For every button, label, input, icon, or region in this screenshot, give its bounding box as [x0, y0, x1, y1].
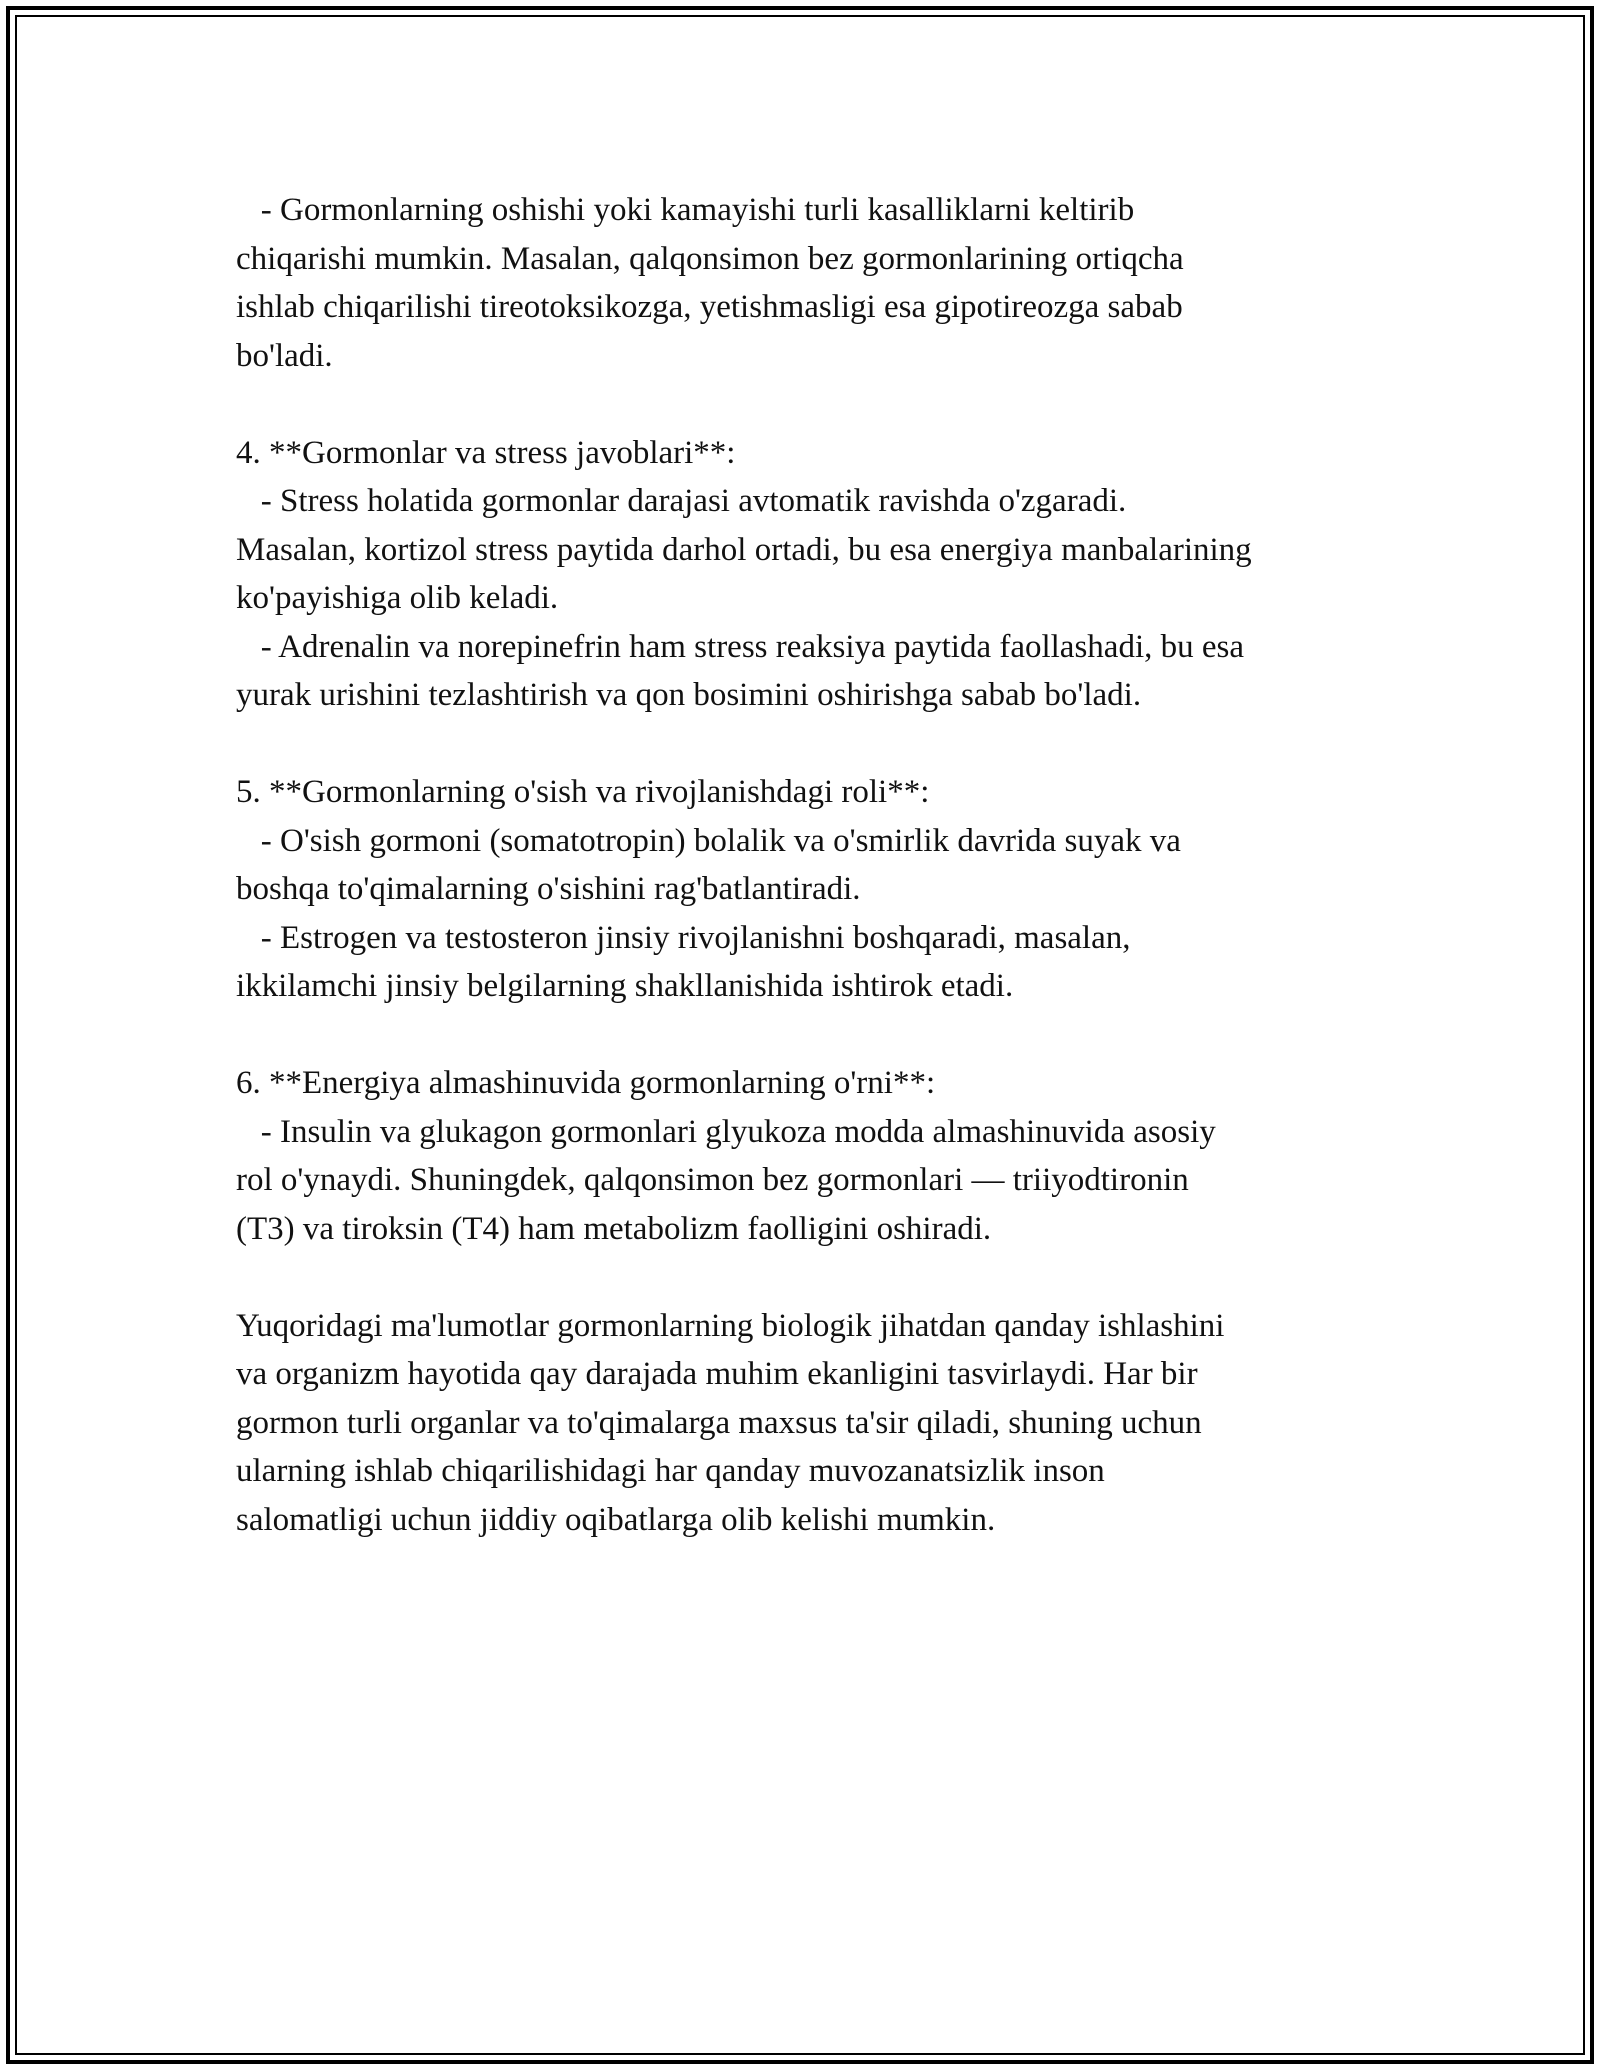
- paragraph-gap: [236, 1011, 1386, 1060]
- text-line: - Estrogen va testosteron jinsiy rivojlanishni boshqaradi, masalan,: [236, 919, 1131, 956]
- document-body: [236, 186, 1386, 1544]
- text-line: boshqa to'qimalarning o'sishini rag'batlantiradi.: [236, 871, 861, 907]
- section-heading: 6. **Energiya almashinuvida gormonlarning o'rni**:: [236, 1065, 936, 1101]
- text-line: - Gormonlarning oshishi yoki kamayishi turli kasalliklarni keltirib: [236, 192, 1135, 228]
- text-line: ishlab chiqarilishi tireotoksikozga, yetishmasligi esa gipotireozga sabab: [236, 289, 1183, 325]
- text-line: va organizm hayotida qay darajada muhim ekanligini tasvirlaydi. Har bir: [236, 1356, 1198, 1392]
- text-line: bo'ladi.: [236, 337, 333, 374]
- paragraph-gap: [236, 380, 1386, 429]
- text-line: salomatligi uchun jiddiy oqibatlarga olib kelishi mumkin.: [236, 1501, 996, 1538]
- text-line: - Insulin va glukagon gormonlari glyukoza modda almashinuvida asosiy: [236, 1113, 1216, 1150]
- text-line: ikkilamchi jinsiy belgilarning shakllanishida ishtirok etadi.: [236, 968, 1014, 1004]
- text-line: rol o'ynaydi. Shuningdek, qalqonsimon bez gormonlari — triiyodtironin: [236, 1162, 1189, 1198]
- text-line: (T3) va tiroksin (T4) ham metabolizm faolligini oshiradi.: [236, 1210, 992, 1247]
- text-line: ko'payishiga olib keladi.: [236, 580, 559, 616]
- text-line: chiqarishi mumkin. Masalan, qalqonsimon bez gormonlarining ortiqcha: [236, 240, 1184, 277]
- text-line: - O'sish gormoni (somatotropin) bolalik va o'smirlik davrida suyak va: [236, 822, 1181, 859]
- text-line: gormon turli organlar va to'qimalarga maxsus ta'sir qiladi, shuning uchun: [236, 1404, 1202, 1441]
- section-heading: 4. **Gormonlar va stress javoblari**:: [236, 434, 736, 471]
- text-line: Masalan, kortizol stress paytida darhol ortadi, bu esa energiya manbalarining: [236, 531, 1252, 568]
- paragraph-gap: [236, 720, 1386, 769]
- paragraph-gap: [236, 1253, 1386, 1302]
- text-line: yurak urishini tezlashtirish va qon bosimini oshirishga sabab bo'ladi.: [236, 677, 1142, 713]
- section-heading: 5. **Gormonlarning o'sish va rivojlanishdagi roli**:: [236, 774, 930, 810]
- text-line: - Adrenalin va norepinefrin ham stress reaksiya paytida faollashadi, bu esa: [236, 628, 1244, 665]
- text-line: - Stress holatida gormonlar darajasi avtomatik ravishda o'zgaradi.: [236, 483, 1127, 519]
- text-line: ularning ishlab chiqarilishidagi har qanday muvozanatsizlik inson: [236, 1453, 1105, 1489]
- text-line: Yuqoridagi ma'lumotlar gormonlarning biologik jihatdan qanday ishlashini: [236, 1307, 1225, 1344]
